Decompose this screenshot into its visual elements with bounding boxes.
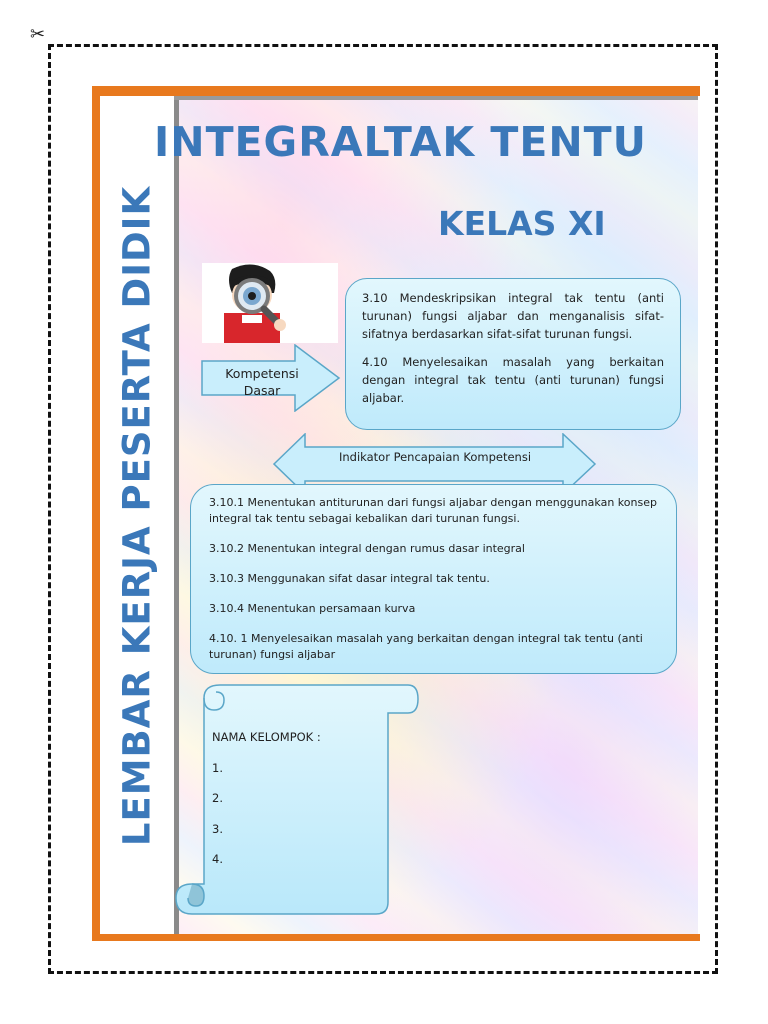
- kd-arrow-label: Kompetensi Dasar: [225, 366, 299, 398]
- indicator-item: 4.10. 1 Menyelesaikan masalah yang berkaitan dengan integral tak tentu (anti turunan) fungsi aljabar: [209, 632, 643, 661]
- sidebar-title: LEMBAR KERJA PESERTA DIDIK: [115, 185, 159, 847]
- indicator-item: 3.10.3 Menggunakan sifat dasar integral tak tentu.: [209, 572, 490, 585]
- indicator-item: 3.10.4 Menentukan persamaan kurva: [209, 602, 416, 615]
- group-member-line: 3.: [212, 821, 223, 836]
- indicator-box: [190, 484, 677, 674]
- group-label: NAMA KELOMPOK :: [212, 730, 321, 744]
- frame-top-bar: [92, 86, 700, 96]
- group-member-line: 1.: [212, 760, 223, 775]
- ipk-label: Indikator Pencapaian Kompetensi: [338, 450, 532, 464]
- indicator-item: 3.10.1 Menentukan antiturunan dari fungsi aljabar dengan menggunakan konsep integral tak tentu sebagai kebalikan dari turunan fungsi.: [209, 496, 657, 525]
- panel-top-divider: [174, 96, 698, 100]
- page-title: INTEGRALTAK TENTU: [154, 118, 647, 166]
- group-member-line: 4.: [212, 852, 223, 866]
- group-names: [212, 730, 321, 883]
- group-member-line: 2.: [212, 791, 223, 805]
- frame-bottom-bar: [92, 934, 700, 941]
- frame-left-bar: [92, 86, 100, 941]
- kd-item: 3.10 Mendeskripsikan integral tak tentu (anti turunan) fungsi aljabar dan menganalisis sifat-sifatnya berdasarkan sifat-sifat turunan fungsi.: [362, 291, 664, 341]
- kd-item: 4.10 Menyelesaikan masalah yang berkaitan dengan integral tak tentu (anti turunan) fungsi aljabar.: [362, 355, 664, 405]
- class-label: KELAS XI: [438, 204, 606, 243]
- kd-box: [345, 278, 681, 430]
- detective-illustration: [202, 263, 338, 343]
- scissors-icon: ✂: [30, 24, 46, 45]
- indicator-item: 3.10.2 Menentukan integral dengan rumus dasar integral: [209, 542, 525, 555]
